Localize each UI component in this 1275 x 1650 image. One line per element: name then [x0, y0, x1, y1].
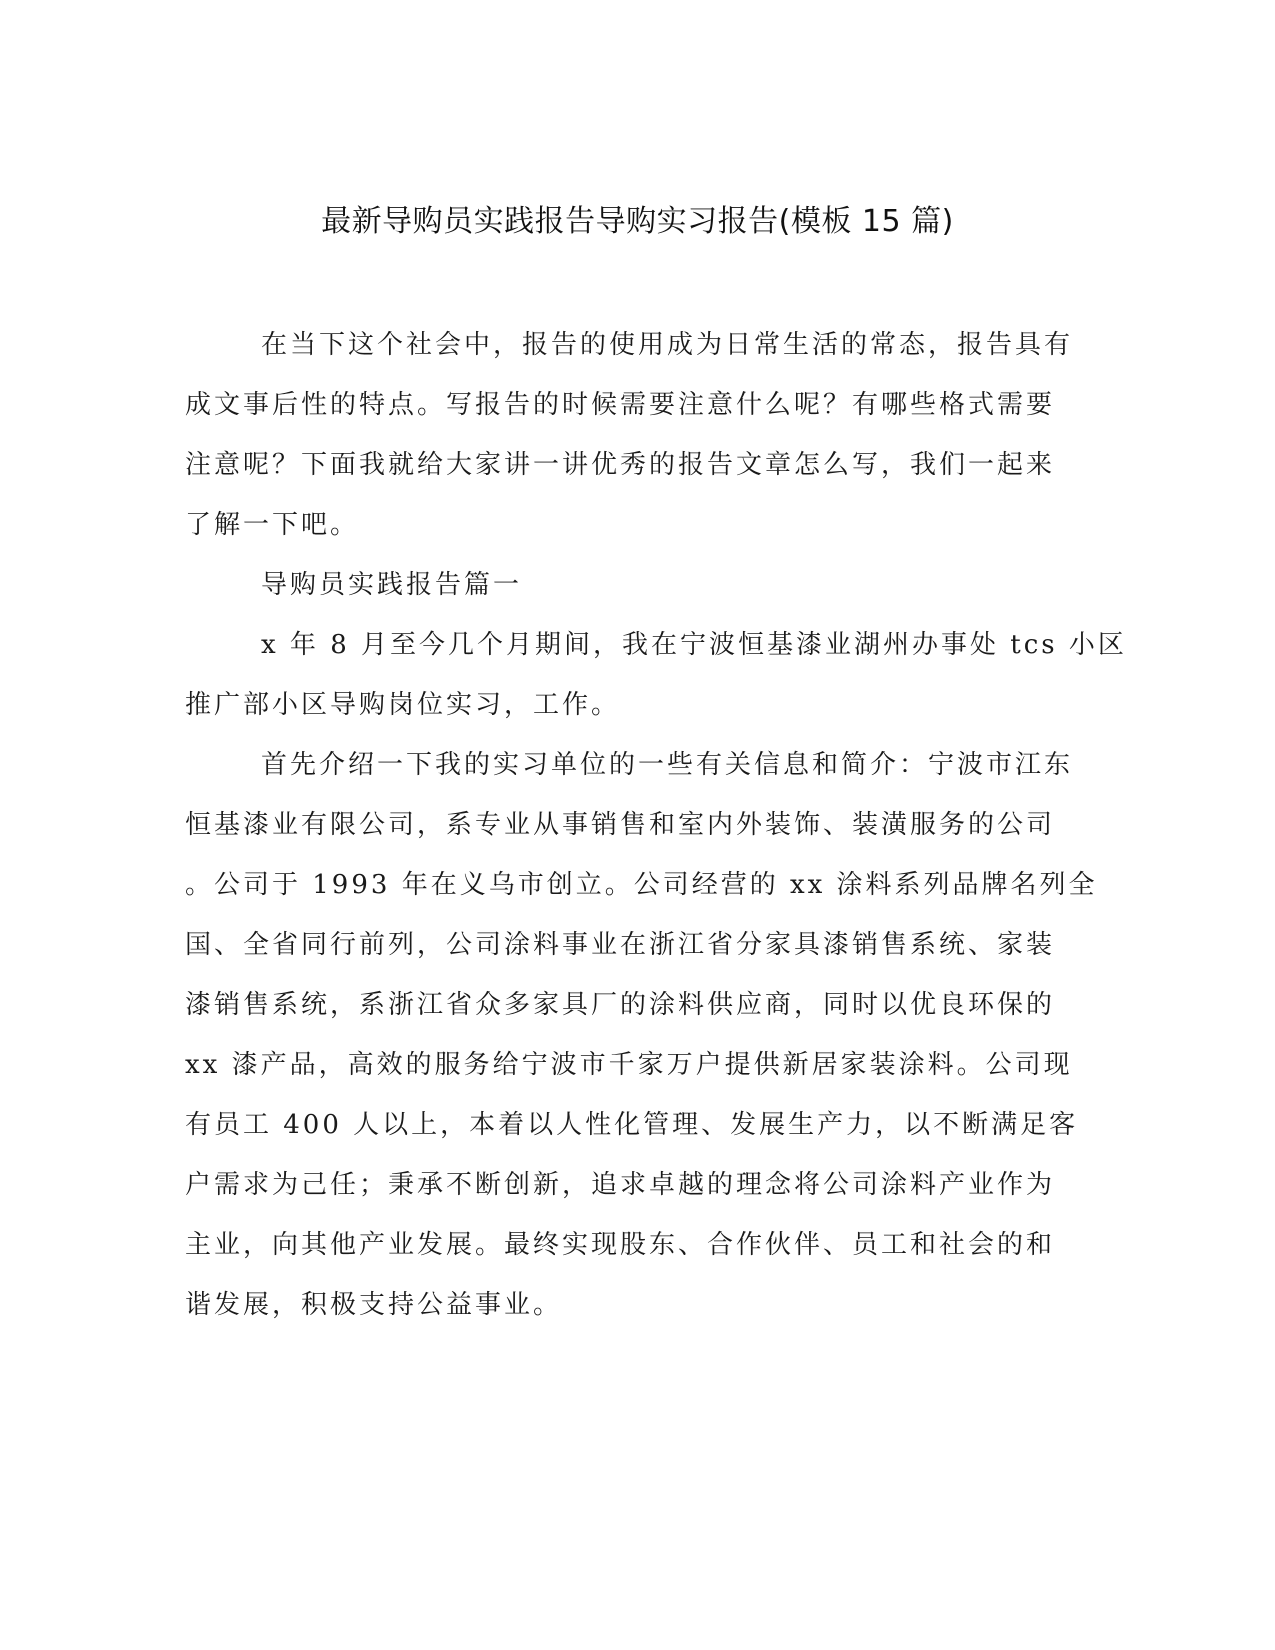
company-line-10: 谐发展，积极支持公益事业。: [185, 1290, 563, 1320]
intro-line-1: 在当下这个社会中，报告的使用成为日常生活的常态，报告具有: [261, 330, 1074, 360]
document-body: [185, 315, 1127, 1335]
intro-line-2: 成文事后性的特点。写报告的时候需要注意什么呢？有哪些格式需要: [185, 390, 1056, 420]
company-line-9: 主业，向其他产业发展。最终实现股东、合作伙伴、员工和社会的和: [185, 1230, 1056, 1260]
document-title: 最新导购员实践报告导购实习报告(模板 15 篇): [321, 204, 954, 239]
company-line-4: 国、全省同行前列，公司涂料事业在浙江省分家具漆销售系统、家装: [185, 930, 1056, 960]
company-line-8: 户需求为己任；秉承不断创新，追求卓越的理念将公司涂料产业作为: [185, 1170, 1056, 1200]
company-line-5: 漆销售系统，系浙江省众多家具厂的涂料供应商，同时以优良环保的: [185, 990, 1056, 1020]
company-line-6: xx 漆产品，高效的服务给宁波市千家万户提供新居家装涂料。公司现: [185, 1050, 1073, 1080]
intro-line-3: 注意呢？下面我就给大家讲一讲优秀的报告文章怎么写，我们一起来: [185, 450, 1056, 480]
internship-line-1: x 年 8 月至今几个月期间，我在宁波恒基漆业湖州办事处 tcs 小区: [261, 630, 1127, 660]
internship-line-2: 推广部小区导购岗位实习，工作。: [185, 690, 621, 720]
company-line-1: 首先介绍一下我的实习单位的一些有关信息和简介：宁波市江东: [261, 750, 1074, 780]
company-line-7: 有员工 400 人以上，本着以人性化管理、发展生产力，以不断满足客: [185, 1110, 1079, 1140]
company-line-3: 。公司于 1993 年在义乌市创立。公司经营的 xx 涂料系列品牌名列全: [185, 870, 1098, 900]
company-line-2: 恒基漆业有限公司，系专业从事销售和室内外装饰、装潢服务的公司: [185, 810, 1056, 840]
section-heading: 导购员实践报告篇一: [261, 570, 523, 600]
intro-line-4: 了解一下吧。: [185, 510, 360, 540]
